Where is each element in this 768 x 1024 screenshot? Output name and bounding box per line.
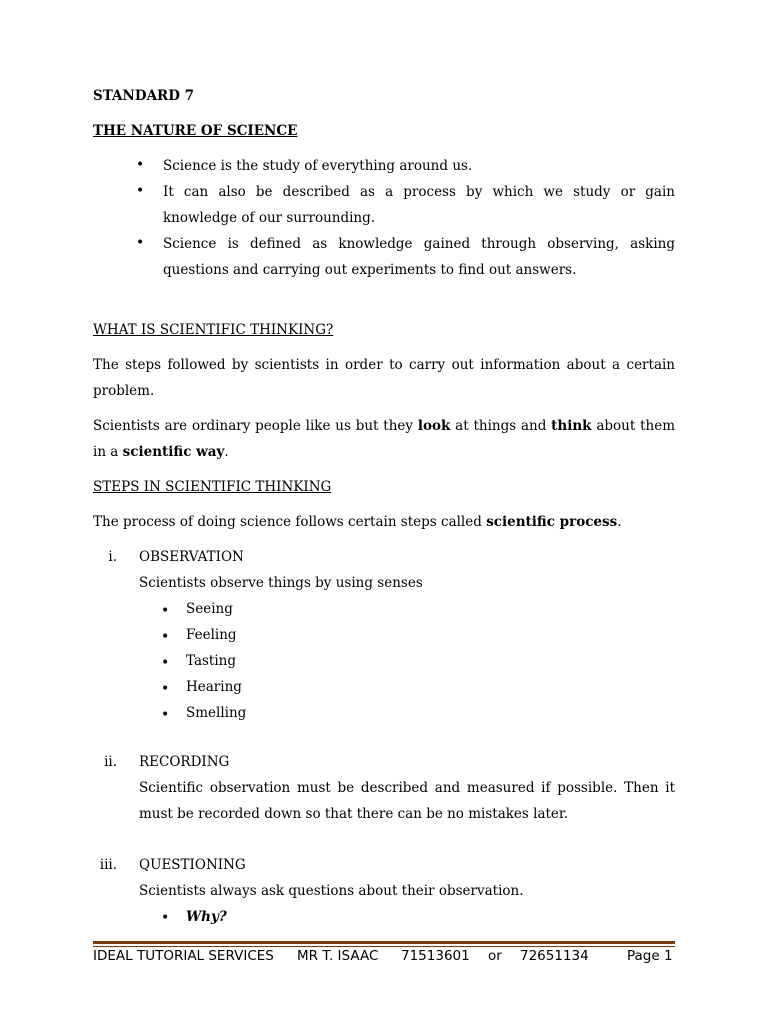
step-numeral: i. — [108, 549, 117, 565]
footer-org: IDEAL TUTORIAL SERVICES — [93, 948, 274, 964]
step-title: RECORDING — [139, 754, 230, 770]
step-numeral: iii. — [99, 857, 117, 873]
bullet-icon: • — [136, 157, 145, 173]
step-body: Scientists always ask questions about their observation. — [139, 883, 524, 899]
paragraph: The steps followed by scientists in order to carry out information about a certain problem. — [93, 357, 675, 399]
bullet-icon: • — [136, 183, 145, 199]
bold-text: think — [551, 418, 592, 434]
bullet-icon: • — [161, 707, 170, 723]
steps-heading: STEPS IN SCIENTIFIC THINKING — [93, 479, 332, 495]
text-run: . — [224, 444, 229, 460]
footer-phone2: 72651134 — [520, 948, 589, 964]
step-title: OBSERVATION — [139, 549, 244, 565]
text-run: The process of doing science follows certain steps called — [93, 514, 487, 530]
bold-text: scientific process — [486, 514, 618, 530]
list-item: Smelling — [186, 705, 247, 721]
list-item: Tasting — [186, 653, 237, 669]
standard-heading: STANDARD 7 — [93, 88, 195, 104]
bullet-icon: • — [161, 629, 170, 645]
bold-text: look — [417, 418, 451, 434]
paragraph — [93, 514, 622, 530]
nature-of-science-heading: THE NATURE OF SCIENCE — [93, 123, 298, 139]
footer-phone1: 71513601 — [401, 948, 470, 964]
text-run: Scientists are ordinary people like us but they — [93, 418, 418, 434]
bullet-icon: • — [161, 910, 170, 926]
bullet-text: Science is the study of everything around us. — [163, 158, 473, 174]
paragraph — [93, 413, 675, 465]
list-item: Feeling — [186, 627, 237, 643]
step-title: QUESTIONING — [139, 857, 246, 873]
text-run: about them in a — [93, 418, 676, 460]
list-item: Seeing — [186, 601, 233, 617]
footer-rule — [93, 941, 675, 944]
bullet-text: Science is defined as knowledge gained through observing, asking questions and carrying out experiments to find out answers. — [163, 236, 675, 278]
text-run: at things and — [450, 418, 552, 434]
step-body: Scientific observation must be described and measured if possible. Then it must be recorded down so that there can be no mistakes later. — [139, 780, 675, 822]
bullet-icon: • — [161, 655, 170, 671]
list-item: Why? — [186, 909, 227, 925]
step-numeral: ii. — [104, 754, 117, 770]
bullet-icon: • — [161, 603, 170, 619]
footer-or: or — [488, 948, 502, 964]
bold-text: scientific way — [122, 444, 225, 460]
bullet-text: It can also be described as a process by which we study or gain knowledge of our surrounding. — [163, 184, 675, 226]
scientific-thinking-heading: WHAT IS SCIENTIFIC THINKING? — [93, 322, 334, 338]
list-item: Hearing — [186, 679, 242, 695]
footer-teacher: MR T. ISAAC — [297, 948, 379, 964]
step-body: Scientists observe things by using senses — [139, 575, 423, 591]
bullet-icon: • — [136, 235, 145, 251]
footer-rule — [93, 946, 675, 947]
bullet-icon: • — [161, 681, 170, 697]
text-run: . — [617, 514, 622, 530]
footer-page-number: Page 1 — [627, 948, 673, 964]
